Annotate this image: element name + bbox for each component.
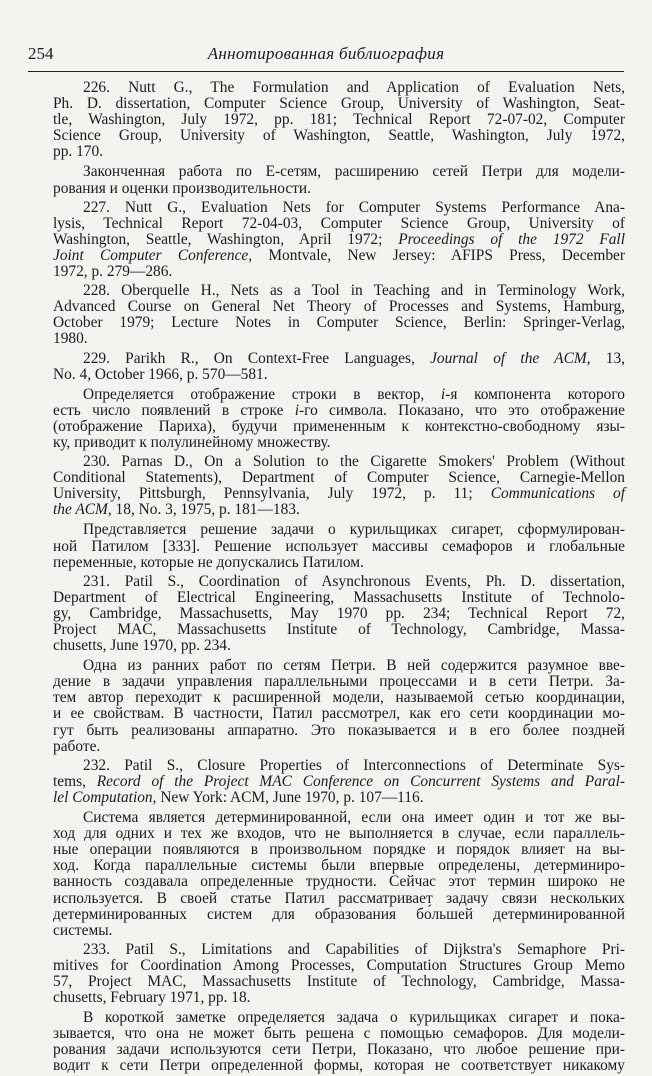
entry-line: 233. Patil S., Limitations and Capabilities of Dijkstra's Semaphore Pri- bbox=[83, 940, 625, 958]
annotation-line: системы. bbox=[53, 921, 113, 939]
entry-line: Project MAC, Massachusetts Institute of Technology, Cambridge, Massa- bbox=[53, 621, 625, 638]
annotation-line: В короткой заметке определяется задача о курильщиках сигарет и пока- bbox=[83, 1009, 625, 1027]
bib-entry-229 bbox=[53, 351, 625, 452]
annotation-line: Представляется решение задачи о курильщиках сигарет, сформулирован- bbox=[83, 521, 625, 539]
annotation-233 bbox=[53, 1010, 625, 1074]
entry-line: 231. Patil S., Coordination of Asynchronous Events, Ph. D. dissertation, bbox=[83, 572, 625, 590]
entry-line: Ph. D. dissertation, Computer Science Group, University of Washington, Seat- bbox=[53, 95, 625, 113]
entry-line: Advanced Course on General Net Theory of Processes and Systems, Hamburg, bbox=[53, 298, 625, 316]
bib-entry-227 bbox=[53, 200, 625, 280]
entry-line: mitives for Coordination Among Processes, Computation Structures Group Memo bbox=[53, 956, 625, 974]
annotation-line: рования и оценки производительности. bbox=[53, 179, 311, 197]
entry-line: Washington, Seattle, Washington, April 1972; Proceedings of the 1972 Fall bbox=[53, 230, 625, 248]
entry-line: Department of Electrical Engineering, Massachusetts Institute of Technolo- bbox=[53, 588, 625, 606]
entry-line: 1980. bbox=[53, 330, 88, 348]
annotation-line: есть число появлений в строке i-го символа. Показано, что это отображение bbox=[53, 401, 625, 419]
page-number: 254 bbox=[28, 44, 54, 63]
annotation-line: работе. bbox=[53, 737, 101, 755]
header-rule bbox=[28, 71, 624, 72]
annotation-231 bbox=[53, 658, 625, 755]
annotation-line: водит к сети Петри определенной формы, которая не соответствует никакому bbox=[53, 1057, 625, 1075]
entry-line: 228. Oberquelle H., Nets as a Tool in Teaching and in Terminology Work, bbox=[83, 282, 625, 300]
entry-line: Joint Computer Conference, Montvale, New Jersey: AFIPS Press, December bbox=[53, 246, 625, 264]
annotation-230 bbox=[53, 522, 625, 570]
entry-line: Science Group, University of Washington, Seattle, Washington, July 1972, bbox=[53, 127, 625, 145]
entry-line: tle, Washington, July 1972, pp. 181; Technical Report 72-07-02, Computer bbox=[53, 111, 625, 129]
entry-line: 57, Project MAC, Massachusetts Institute of Technology, Cambridge, Massa- bbox=[53, 972, 625, 990]
running-title: Аннотированная библиография bbox=[207, 44, 445, 63]
annotation-line: ной Патилом [333]. Решение использует массивы семафоров и глобальные bbox=[53, 537, 625, 555]
entry-line: No. 4, October 1966, p. 570—581. bbox=[53, 365, 268, 383]
entry-line: 1972, p. 279—286. bbox=[53, 263, 173, 281]
entry-line: 230. Parnas D., On a Solution to the Cigarette Smokers' Problem (Without bbox=[83, 453, 625, 471]
entry-line: lel Computation, New York: ACM, June 1970, p. 107—116. bbox=[53, 788, 424, 806]
bib-entry-233 bbox=[53, 942, 625, 1075]
bib-entry-226 bbox=[53, 80, 625, 197]
annotation-line: рования задачи используются сети Петри, Показано, что любое решение при- bbox=[53, 1041, 625, 1059]
entry-line: gy, Cambridge, Massachusetts, May 1970 pp. 234; Technical Report 72, bbox=[53, 604, 625, 622]
entry-line: lysis, Technical Report 72-04-03, Computer Science Group, University of bbox=[53, 214, 625, 232]
bib-entry-228 bbox=[53, 283, 625, 347]
bib-entry-230 bbox=[53, 454, 625, 571]
entry-line: tems, Record of the Project MAC Conference on Concurrent Systems and Paral- bbox=[53, 772, 625, 790]
annotation-line: и ее свойствам. В частности, Патил рассмотрел, как его сети координации мо- bbox=[53, 705, 625, 723]
entry-line: pp. 170. bbox=[53, 143, 104, 161]
entry-line: 232. Patil S., Closure Properties of Interconnections of Determinate Sys- bbox=[83, 756, 625, 774]
bib-entry-231 bbox=[53, 574, 625, 755]
annotation-229 bbox=[53, 387, 625, 451]
entry-line: 226. Nutt G., The Formulation and Application of Evaluation Nets, bbox=[83, 79, 625, 96]
annotation-line: ход для одних и тех же входов, что не выполняется в случае, если параллель- bbox=[53, 825, 625, 843]
bibliography-body bbox=[53, 80, 625, 1076]
entry-line: 229. Parikh R., On Context-Free Languages, Journal of the ACM, 13, bbox=[83, 349, 626, 367]
entry-line: chusetts, February 1971, pp. 18. bbox=[53, 989, 251, 1007]
entry-line: University, Pittsburgh, Pennsylvania, July 1972, p. 11; Communications of bbox=[53, 485, 625, 503]
annotation-line: используется. В своей статье Патил рассматривает задачу связи нескольких bbox=[53, 889, 625, 907]
entry-line: the ACM, 18, No. 3, 1975, p. 181—183. bbox=[53, 501, 300, 519]
entry-line: October 1979; Lecture Notes in Computer Science, Berlin: Springer-Verlag, bbox=[53, 314, 625, 332]
annotation-line: ход. Когда параллельные системы были впервые определены, детерминиро- bbox=[53, 857, 625, 875]
annotation-line: ванность создавала определенные трудности. Сейчас этот термин широко не bbox=[53, 873, 625, 891]
annotation-line: ные операции появляются в произвольном порядке и порядок влияет на вы- bbox=[53, 841, 625, 859]
entry-line: Conditional Statements), Department of Computer Science, Carnegie-Mellon bbox=[53, 469, 625, 487]
annotation-line: Определяется отображение строки в вектор, i-я компонента которого bbox=[83, 385, 625, 403]
bib-entry-232 bbox=[53, 758, 625, 939]
annotation-line: тем автор переходит к расширенной модели, называемой сетью координации, bbox=[53, 689, 625, 707]
running-head bbox=[28, 44, 624, 66]
annotation-232 bbox=[53, 810, 625, 939]
annotation-line: гут быть реализованы аппаратно. Это показывается и в его более поздней bbox=[53, 721, 625, 739]
annotation-line: зывается, что она не может быть решена с помощью семафоров. Для модели- bbox=[53, 1025, 625, 1043]
annotation-line: Одна из ранних работ по сетям Петри. В ней содержится разумное вве- bbox=[83, 657, 625, 675]
annotation-line: переменные, которые не допускались Патилом. bbox=[53, 553, 364, 571]
annotation-line: Система является детерминированной, если она имеет один и тот же вы- bbox=[83, 809, 625, 827]
annotation-line: детерминированных систем для образования бо́льшей детерминированной bbox=[53, 905, 625, 923]
annotation-line: (отображение Париха), будучи примененным к контекстно-свободному язы- bbox=[53, 417, 625, 435]
annotation-line: Законченная работа по E-сетям, расширению сетей Петри для модели- bbox=[83, 163, 625, 181]
annotation-line: дение в задачи управления параллельными процессами и в сети Петри. За- bbox=[53, 673, 625, 691]
entry-line: chusetts, June 1970, pp. 234. bbox=[53, 637, 231, 655]
annotation-226 bbox=[53, 164, 625, 196]
entry-line: 227. Nutt G., Evaluation Nets for Computer Systems Performance Ana- bbox=[83, 198, 625, 216]
annotation-line: ку, приводит к полулинейному множеству. bbox=[53, 433, 331, 451]
